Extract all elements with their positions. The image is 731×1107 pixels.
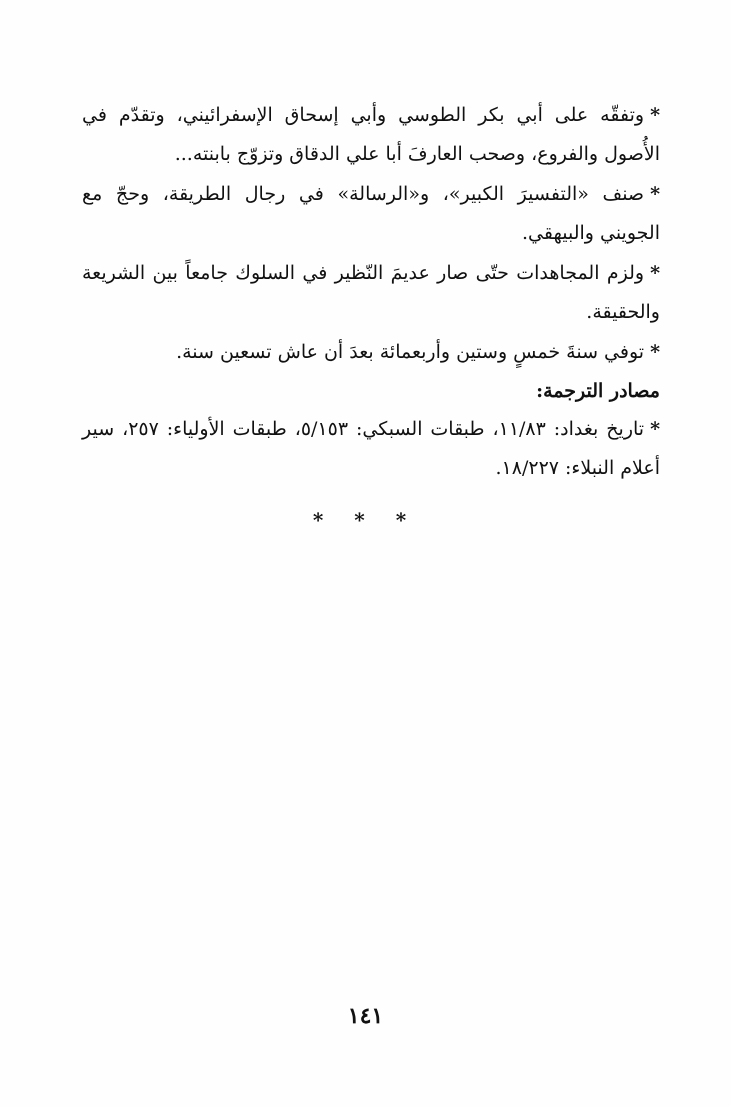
page-number: ١٤١ (347, 1003, 384, 1029)
bullet-mark: * (650, 418, 661, 440)
section-separator: * * * (312, 508, 419, 532)
biography-text (82, 96, 660, 487)
bullet-mark: * (650, 262, 660, 284)
paragraph-study (82, 96, 660, 173)
bullet-mark: * (650, 104, 660, 126)
paragraph-text: صنف «التفسيرَ الكبير»، و«الرسالة» في رجال الطريقة، وحجّ مع الجويني والبيهقي. (82, 183, 660, 244)
bullet-mark: * (650, 341, 660, 363)
bullet-mark: * (650, 183, 660, 205)
paragraph-text: توفي سنةَ خمسٍ وستين وأربعمائة بعدَ أن عاش تسعين سنة. (176, 341, 645, 363)
sources-heading: مصادر الترجمة: (536, 379, 660, 402)
paragraph-striving (82, 254, 660, 331)
paragraph-works (82, 175, 660, 252)
paragraph-death (82, 333, 660, 372)
paragraph-text: وتفقّه على أبي بكر الطوسي وأبي إسحاق الإسفرائيني، وتقدّم في الأُصول والفروع، وصحب العارفَ أبا علي الدقاق وتزوّج بابنته... (82, 104, 660, 165)
paragraph-text: ولزم المجاهدات حتّى صار عديمَ النّظير في السلوك جامعاً بين الشريعة والحقيقة. (82, 262, 660, 323)
sources-paragraph (82, 410, 660, 487)
sources-text: تاريخ بغداد: ١١/٨٣، طبقات السبكي: ٥/١٥٣، طبقات الأولياء: ٢٥٧، سير أعلام النبلاء: ١٨/٢٢٧. (82, 418, 660, 479)
